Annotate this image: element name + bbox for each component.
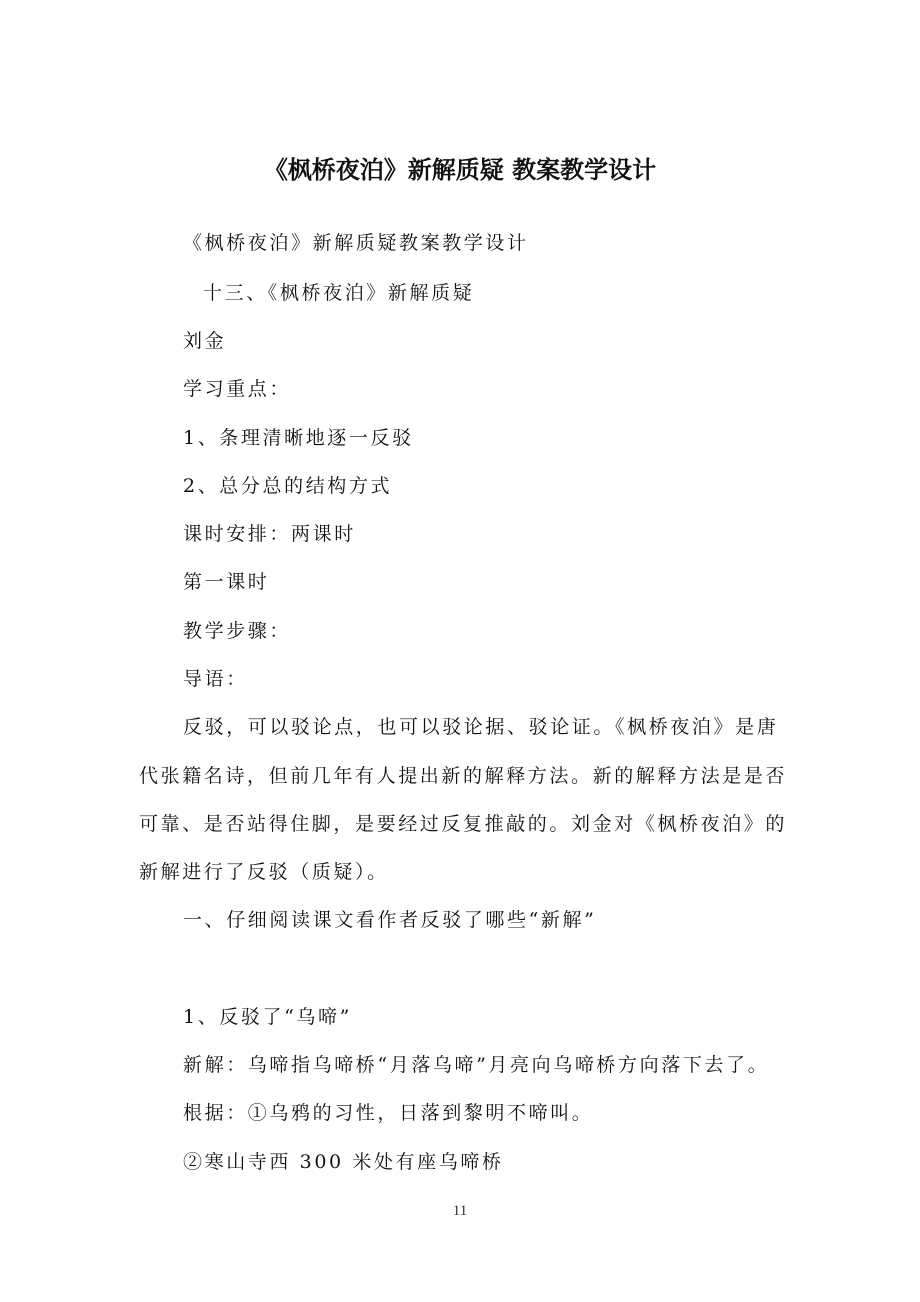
page-number: 11: [452, 1203, 468, 1219]
basis-text-2: ②寒山寺西 300 米处有座乌啼桥: [183, 1151, 504, 1173]
document-title: 《枫桥夜泊》新解质疑 教案教学设计: [263, 156, 657, 184]
steps-label: 教学步骤：: [183, 620, 292, 642]
section-heading: 十三、《枫桥夜泊》新解质疑: [203, 282, 475, 304]
schedule-text: 课时安排：两课时: [183, 523, 356, 545]
learning-focus-item: 2、总分总的结构方式: [183, 475, 393, 497]
new-interpretation-text: 新解：乌啼指乌啼桥“月落乌啼”月亮向乌啼桥方向落下去了。: [183, 1054, 770, 1076]
basis-text: 根据：①乌鸦的习性，日落到黎明不啼叫。: [183, 1102, 594, 1124]
intro-label: 导语：: [183, 668, 248, 690]
author-name: 刘金: [183, 330, 227, 352]
learning-focus-label: 学习重点：: [183, 378, 292, 400]
paragraph-line: 反驳，可以驳论点，也可以驳论据、驳论证。《枫桥夜泊》是唐: [183, 716, 779, 738]
lesson-label: 第一课时: [183, 571, 270, 593]
paragraph-line: 可靠、是否站得住脚，是要经过反复推敲的。刘金对《枫桥夜泊》的: [139, 813, 788, 835]
paragraph-line: 代张籍名诗，但前几年有人提出新的解释方法。新的解释方法是是否: [139, 765, 788, 787]
point-one-heading: 1、反驳了“乌啼”: [183, 1006, 352, 1028]
part-one-heading: 一、仔细阅读课文看作者反驳了哪些“新解”: [183, 909, 597, 931]
paragraph-line: 新解进行了反驳（质疑）。: [139, 861, 389, 883]
learning-focus-item: 1、条理清晰地逐一反驳: [183, 427, 414, 449]
document-subtitle: 《枫桥夜泊》新解质疑教案教学设计: [183, 232, 529, 254]
